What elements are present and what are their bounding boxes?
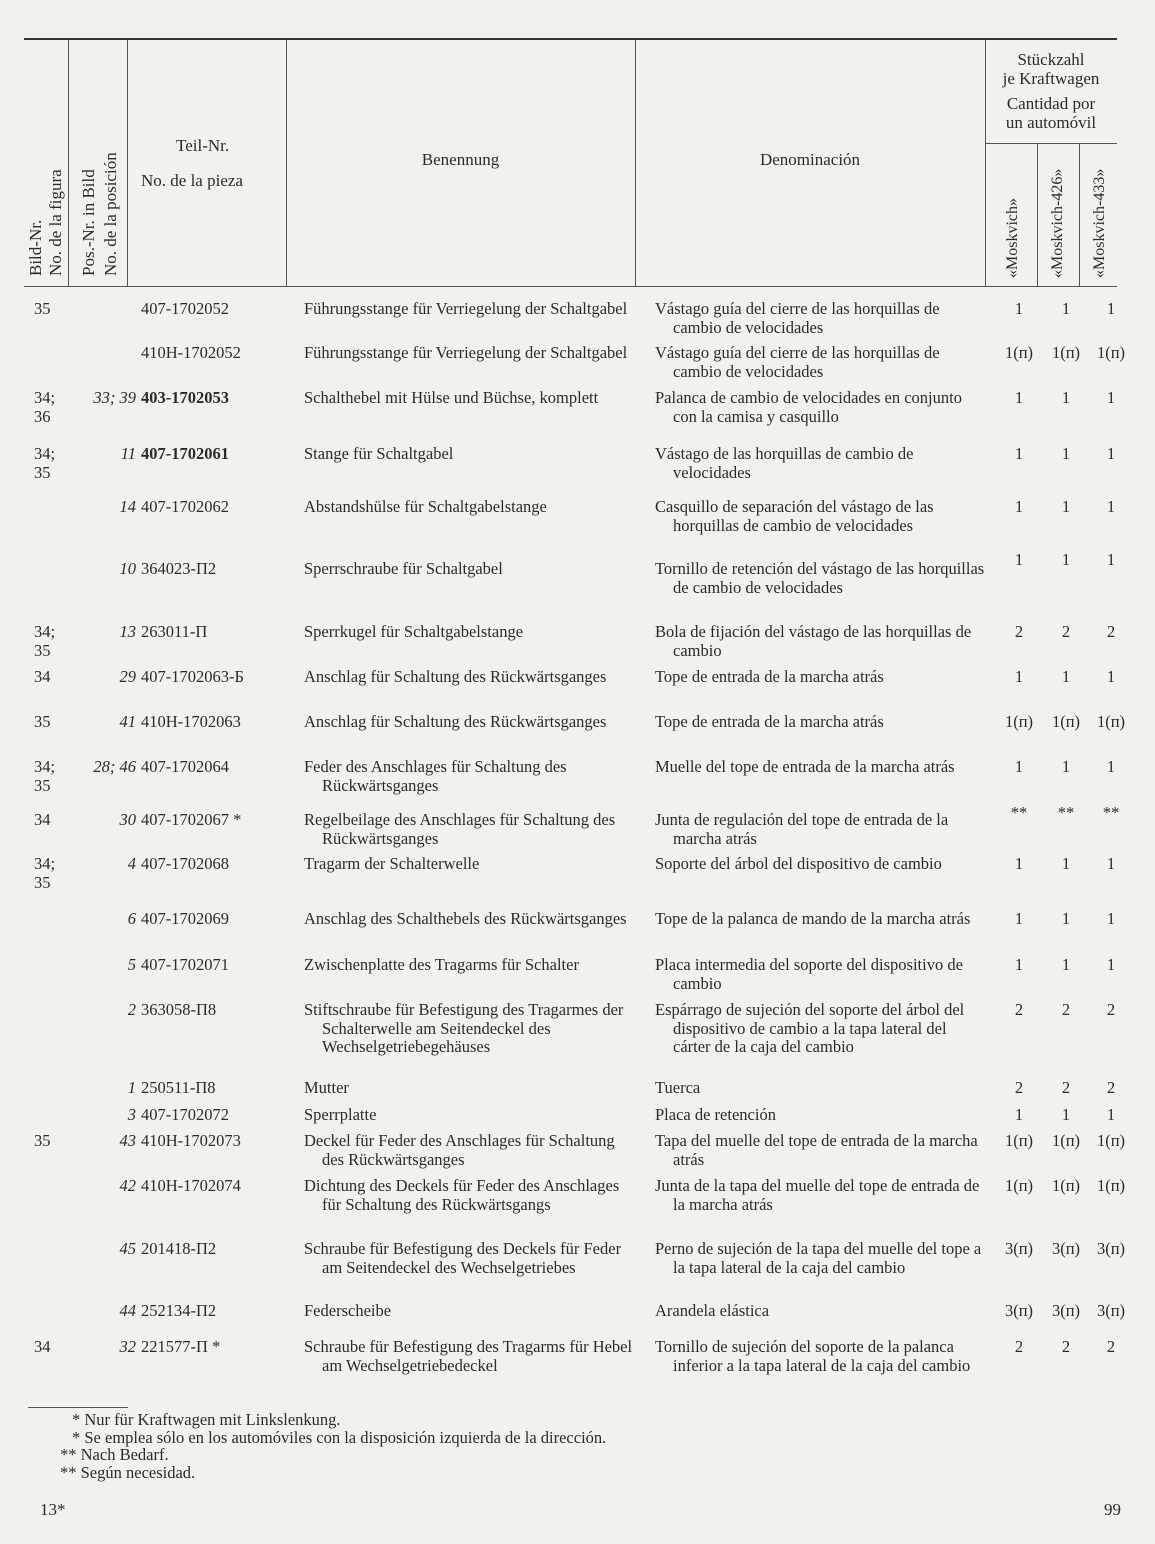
description-de: Stange für Schaltgabel [304, 444, 454, 463]
quantity-moskvich: 1(п) [1004, 343, 1034, 362]
header-un-automovil: un automóvil [1005, 113, 1097, 132]
table-row [24, 1301, 1126, 1338]
quantity-moskvich: 3(п) [1004, 1301, 1034, 1320]
quantity-moskvich-426: 1 [1061, 667, 1071, 686]
position-number: 13 [119, 622, 136, 641]
quantity-moskvich-433: 1 [1106, 955, 1116, 974]
position-number: 6 [127, 909, 136, 928]
quantity-moskvich: 1 [1014, 388, 1024, 407]
table-row [24, 1131, 1126, 1177]
quantity-moskvich: 1 [1014, 955, 1024, 974]
header-no-figura: No. de la figura [46, 169, 65, 276]
quantity-moskvich-433: 2 [1106, 1337, 1116, 1356]
figure-number: 34; 36 [34, 388, 56, 426]
table-header [24, 40, 1117, 287]
part-number: 407-1702052 [141, 299, 229, 318]
part-number: 364023-П2 [141, 559, 217, 578]
table-row [24, 1239, 1126, 1302]
part-number: 407-1702062 [141, 497, 229, 516]
part-number: 263011-П [141, 622, 208, 641]
part-number: 407-1702067 * [141, 810, 242, 829]
quantity-moskvich-426: 2 [1061, 1078, 1071, 1097]
quantity-moskvich: 2 [1014, 1000, 1024, 1019]
page-number: 99 [1104, 1500, 1121, 1519]
description-es: Tuerca [655, 1078, 701, 1097]
part-number: 221577-П * [141, 1337, 221, 1356]
table-row [24, 1338, 1117, 1398]
description-es: Casquillo de separación del vástago de las horquillas de cambio de velocidades [655, 497, 934, 535]
header-quantity-rule [985, 143, 1117, 144]
quantity-moskvich-433: 1(п) [1096, 343, 1126, 362]
position-number: 4 [127, 854, 136, 873]
footnotes [60, 1411, 606, 1481]
quantity-moskvich-426: 1(п) [1051, 343, 1081, 362]
position-number: 45 [119, 1239, 136, 1258]
quantity-moskvich-433: 1 [1106, 909, 1116, 928]
part-number: 410Н-1702063 [141, 712, 241, 731]
position-number: 41 [119, 712, 136, 731]
header-no-pieza: No. de la pieza [141, 171, 243, 190]
quantity-moskvich-426: 1 [1061, 854, 1071, 873]
description-es: Palanca de cambio de velocidades en conjunto con la camisa y casquillo [655, 388, 962, 426]
position-number: 29 [119, 667, 136, 686]
part-number: 407-1702061 [141, 444, 229, 463]
position-number: 2 [127, 1000, 136, 1019]
description-de: Sperrkugel für Schaltgabelstange [304, 622, 524, 641]
quantity-moskvich-426: 1 [1061, 388, 1071, 407]
description-es: Vástago de las horquillas de cambio de velocidades [655, 444, 914, 482]
quantity-moskvich-433: 1 [1106, 550, 1116, 569]
quantity-moskvich: 1 [1014, 757, 1024, 776]
quantity-moskvich-426: 1 [1061, 550, 1071, 569]
table-row [24, 445, 1117, 498]
part-number: 407-1702072 [141, 1105, 229, 1124]
quantity-moskvich: 2 [1014, 1337, 1024, 1356]
description-es: Placa intermedia del soporte del dispositivo de cambio [655, 955, 963, 993]
quantity-moskvich: 1 [1014, 1105, 1024, 1124]
quantity-moskvich-426: 1 [1061, 955, 1071, 974]
description-es: Junta de regulación del tope de entrada de la marcha atrás [655, 810, 949, 848]
quantity-moskvich-426: 1 [1061, 444, 1071, 463]
position-number: 28; 46 [93, 757, 136, 776]
description-es: Arandela elástica [655, 1301, 770, 1320]
quantity-moskvich-426: 2 [1061, 1337, 1071, 1356]
figure-number: 34; 35 [34, 444, 56, 482]
part-number: 410Н-1702052 [141, 343, 241, 362]
description-es: Junta de la tapa del muelle del tope de entrada de la marcha atrás [655, 1176, 980, 1214]
quantity-moskvich-433: 1 [1106, 854, 1116, 873]
position-number: 5 [127, 955, 136, 974]
part-number: 403-1702053 [141, 388, 229, 407]
quantity-moskvich-433: 1 [1106, 667, 1116, 686]
description-de: Anschlag des Schalthebels des Rückwärtsganges [304, 909, 627, 928]
table-row [24, 1106, 1117, 1132]
footnote-left-hand-drive-de: * Nur für Kraftwagen mit Linkslenkung. [72, 1410, 341, 1429]
quantity-moskvich-433: 2 [1106, 1000, 1116, 1019]
description-de: Führungsstange für Verriegelung der Schaltgabel [304, 299, 628, 318]
position-number: 32 [119, 1337, 136, 1356]
signature-mark: 13* [40, 1500, 66, 1519]
header-divider [68, 40, 69, 287]
header-bottom-rule [24, 286, 1117, 287]
part-number: 252134-П2 [141, 1301, 217, 1320]
figure-number: 34; 35 [34, 757, 56, 795]
description-de: Abstandshülse für Schaltgabelstange [304, 497, 547, 516]
description-de: Stiftschraube für Befestigung des Tragarmes der Schalterwelle am Seitendeckel des Wechselgetriebegehäuses [304, 1000, 624, 1056]
position-number: 11 [120, 444, 136, 463]
figure-number: 34; 35 [34, 854, 56, 892]
part-number: 250511-П8 [141, 1078, 216, 1097]
quantity-moskvich: ** [1010, 803, 1028, 822]
description-es: Bola de fijación del vástago de las horquillas de cambio [655, 622, 972, 660]
table-row [24, 1001, 1117, 1079]
figure-number: 34; 35 [34, 622, 56, 660]
quantity-moskvich-433: 1(п) [1096, 1131, 1126, 1150]
quantity-moskvich: 1 [1014, 299, 1024, 318]
header-je-kraftwagen: je Kraftwagen [1002, 69, 1100, 88]
description-es: Vástago guía del cierre de las horquillas de cambio de velocidades [655, 299, 940, 337]
description-es: Tope de entrada de la marcha atrás [655, 667, 884, 686]
figure-number: 34 [34, 1337, 51, 1356]
description-es: Soporte del árbol del dispositivo de cambio [655, 854, 942, 873]
header-bild-nr: Bild-Nr. [26, 219, 45, 276]
description-de: Deckel für Feder des Anschlages für Schaltung des Rückwärtsganges [304, 1131, 615, 1169]
header-divider [1079, 143, 1080, 287]
quantity-moskvich-433: 3(п) [1096, 1239, 1126, 1258]
figure-number: 34 [34, 810, 51, 829]
header-no-posicion: No. de la posición [101, 152, 120, 276]
description-de: Feder des Anschlages für Schaltung des Rückwärtsganges [304, 757, 567, 795]
footnote-rule [28, 1407, 128, 1408]
footnote-left-hand-drive-es: * Se emplea sólo en los automóviles con la disposición izquierda de la dirección. [72, 1427, 607, 1447]
header-cantidad-por: Cantidad por [1006, 94, 1096, 113]
part-number: 407-1702063-Б [141, 667, 244, 686]
position-number: 43 [119, 1131, 136, 1150]
quantity-moskvich-433: 2 [1106, 1078, 1116, 1097]
description-es: Vástago guía del cierre de las horquillas de cambio de velocidades [655, 343, 940, 381]
description-es: Perno de sujeción de la tapa del muelle del tope a la tapa lateral de la caja del cambio [655, 1239, 982, 1277]
part-number: 410Н-1702074 [141, 1176, 241, 1195]
header-model-moskvich: «Moskvich» [1004, 198, 1021, 278]
quantity-moskvich-426: 1 [1061, 497, 1071, 516]
description-es: Espárrago de sujeción del soporte del árbol del dispositivo de cambio a la tapa lateral del cárter de la caja del cambio [655, 1000, 965, 1056]
quantity-moskvich-426: ** [1057, 803, 1075, 822]
quantity-moskvich: 1 [1014, 909, 1024, 928]
quantity-moskvich-433: 1 [1106, 388, 1116, 407]
footnote-as-needed-es: ** Según necesidad. [60, 1462, 196, 1482]
table-row [24, 550, 1117, 623]
figure-number: 35 [34, 1131, 51, 1150]
description-de: Sperrplatte [304, 1105, 377, 1124]
description-de: Anschlag für Schaltung des Rückwärtsganges [304, 667, 607, 686]
quantity-moskvich-433: 2 [1106, 622, 1116, 641]
table-row [24, 712, 1126, 758]
header-model-moskvich-426: «Moskvich-426» [1049, 168, 1066, 278]
quantity-moskvich-426: 3(п) [1051, 1301, 1081, 1320]
footnote-as-needed-de: ** Nach Bedarf. [60, 1445, 169, 1464]
parts-table-body [24, 299, 1126, 1398]
position-number: 30 [119, 810, 136, 829]
table-row [24, 623, 1117, 668]
description-de: Tragarm der Schalterwelle [304, 854, 480, 873]
quantity-moskvich-433: 1 [1106, 444, 1116, 463]
quantity-moskvich-426: 1 [1061, 1105, 1071, 1124]
description-es: Tope de la palanca de mando de la marcha atrás [655, 909, 971, 928]
quantity-moskvich-433: 1 [1106, 1105, 1116, 1124]
part-number: 363058-П8 [141, 1000, 217, 1019]
description-es: Placa de retención [655, 1105, 776, 1124]
part-number: 410Н-1702073 [141, 1131, 241, 1150]
quantity-moskvich-426: 1 [1061, 299, 1071, 318]
position-number: 14 [119, 497, 136, 516]
quantity-moskvich-426: 1(п) [1051, 1176, 1081, 1195]
quantity-moskvich-433: 1(п) [1096, 1176, 1126, 1195]
header-divider [1037, 143, 1038, 287]
position-number: 3 [127, 1105, 136, 1124]
description-de: Zwischenplatte des Tragarms für Schalter [304, 955, 579, 974]
description-de: Schalthebel mit Hülse und Büchse, komplett [304, 388, 599, 407]
header-model-moskvich-433: «Moskvich-433» [1091, 168, 1108, 278]
quantity-moskvich-433: 1 [1106, 299, 1116, 318]
table-row [24, 855, 1117, 910]
quantity-moskvich: 2 [1014, 622, 1024, 641]
description-de: Anschlag für Schaltung des Rückwärtsganges [304, 712, 607, 731]
quantity-moskvich: 2 [1014, 1078, 1024, 1097]
quantity-moskvich-433: 1 [1106, 757, 1116, 776]
quantity-moskvich-426: 1 [1061, 757, 1071, 776]
description-de: Sperrschraube für Schaltgabel [304, 559, 503, 578]
quantity-moskvich-426: 1(п) [1051, 712, 1081, 731]
quantity-moskvich-433: 1(п) [1096, 712, 1126, 731]
table-row [24, 1176, 1126, 1240]
part-number: 407-1702069 [141, 909, 229, 928]
quantity-moskvich: 3(п) [1004, 1239, 1034, 1258]
quantity-moskvich-426: 2 [1061, 1000, 1071, 1019]
description-es: Tornillo de retención del vástago de las horquillas de cambio de velocidades [655, 559, 985, 597]
position-number: 42 [119, 1176, 136, 1195]
description-es: Tope de entrada de la marcha atrás [655, 712, 884, 731]
part-number: 407-1702068 [141, 854, 229, 873]
position-number: 44 [119, 1301, 136, 1320]
table-row [24, 956, 1117, 1001]
quantity-moskvich: 1(п) [1004, 1131, 1034, 1150]
figure-number: 35 [34, 712, 51, 731]
description-de: Schraube für Befestigung des Deckels für Feder am Seitendeckel des Wechselgetriebes [304, 1239, 622, 1277]
header-pos-nr: Pos.-Nr. in Bild [79, 169, 98, 276]
position-number: 1 [127, 1078, 136, 1097]
header-teil-nr: Teil-Nr. [176, 136, 230, 155]
part-number: 407-1702064 [141, 757, 229, 776]
description-de: Federscheibe [304, 1301, 392, 1320]
table-row [24, 803, 1120, 855]
quantity-moskvich-433: 1 [1106, 497, 1116, 516]
part-number: 407-1702071 [141, 955, 229, 974]
description-es: Muelle del tope de entrada de la marcha atrás [655, 757, 955, 776]
table-row [24, 389, 1117, 445]
quantity-moskvich: 1 [1014, 854, 1024, 873]
header-stueckzahl: Stückzahl [1017, 50, 1085, 69]
quantity-moskvich-426: 2 [1061, 622, 1071, 641]
description-de: Führungsstange für Verriegelung der Schaltgabel [304, 343, 628, 362]
table-row [24, 668, 1117, 713]
position-number: 33; 39 [93, 388, 136, 407]
quantity-moskvich: 1 [1014, 444, 1024, 463]
figure-number: 34 [34, 667, 51, 686]
table-row [24, 758, 1117, 811]
quantity-moskvich: 1 [1014, 497, 1024, 516]
description-es: Tornillo de sujeción del soporte de la palanca inferior a la tapa lateral de la caja del cambio [655, 1337, 971, 1375]
quantity-moskvich: 1(п) [1004, 1176, 1034, 1195]
table-row [24, 1079, 1117, 1106]
description-de: Mutter [304, 1078, 349, 1097]
figure-number: 35 [34, 299, 51, 318]
description-de: Schraube für Befestigung des Tragarms für Hebel am Wechselgetriebedeckel [304, 1337, 633, 1375]
table-row [24, 300, 1117, 344]
quantity-moskvich-433: ** [1102, 803, 1120, 822]
table-row [24, 910, 1117, 956]
table-row [24, 498, 1117, 560]
table-row [24, 343, 1126, 389]
description-de: Dichtung des Deckels für Feder des Anschlages für Schaltung des Rückwärtsgangs [304, 1176, 620, 1214]
quantity-moskvich: 1(п) [1004, 712, 1034, 731]
description-de: Regelbeilage des Anschlages für Schaltung des Rückwärtsganges [304, 810, 616, 848]
quantity-moskvich: 1 [1014, 550, 1024, 569]
quantity-moskvich-426: 1 [1061, 909, 1071, 928]
quantity-moskvich-426: 3(п) [1051, 1239, 1081, 1258]
header-divider [127, 40, 128, 287]
quantity-moskvich: 1 [1014, 667, 1024, 686]
description-es: Tapa del muelle del tope de entrada de la marcha atrás [655, 1131, 978, 1169]
quantity-moskvich-426: 1(п) [1051, 1131, 1081, 1150]
header-denominacion: Denominación [759, 150, 861, 169]
header-benennung: Benennung [421, 150, 500, 169]
part-number: 201418-П2 [141, 1239, 217, 1258]
position-number: 10 [119, 559, 136, 578]
quantity-moskvich-433: 3(п) [1096, 1301, 1126, 1320]
